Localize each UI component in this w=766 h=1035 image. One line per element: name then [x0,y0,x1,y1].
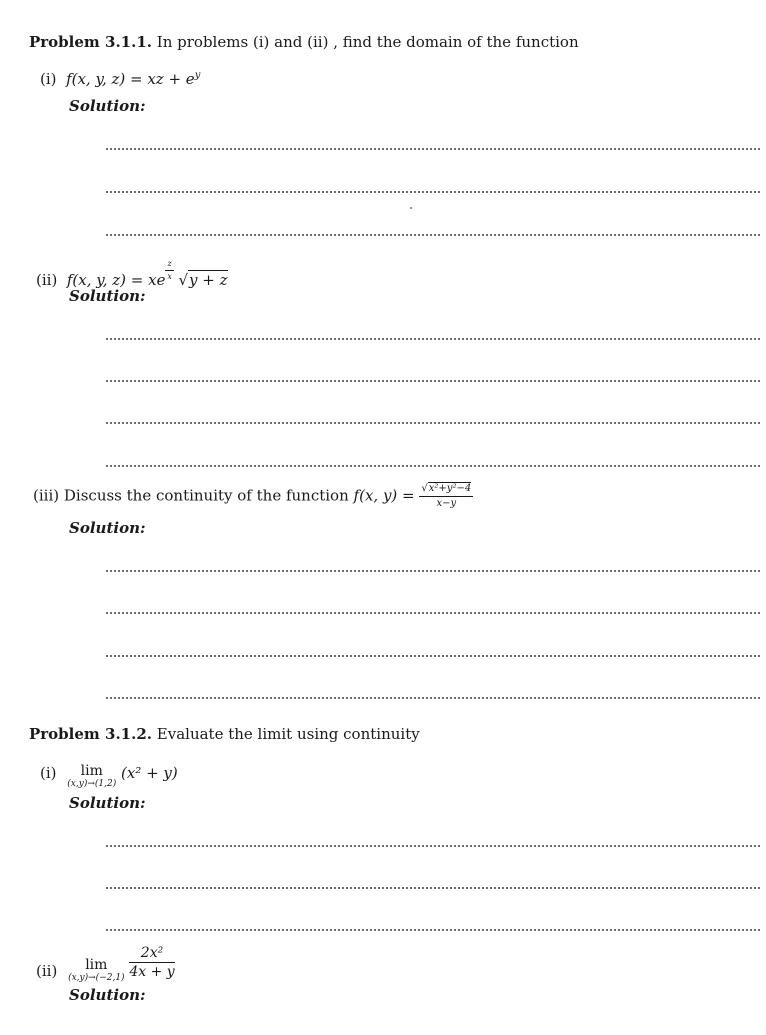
problem-text: Evaluate the limit using continuity [156,725,420,743]
answer-line [106,887,760,889]
solution-label: Solution: [69,97,146,115]
solution-label: Solution: [69,519,146,537]
limit [68,958,124,983]
answer-line [106,148,760,150]
answer-line [106,380,760,382]
answer-line [106,234,760,236]
problem-3-1-1-heading [29,33,579,51]
limit-fraction [129,946,174,979]
sqrt-argument: x²+y²−4 [428,483,472,494]
exponent-fraction [165,260,173,281]
sqrt-symbol: √ [178,271,189,289]
problem-3-1-2-item-i [40,764,178,789]
limit-expression: (x² + y) [121,764,178,782]
item-text: Discuss the continuity of the function [63,486,349,505]
answer-line [106,845,760,847]
answer-line [106,612,760,614]
problem-3-1-1-item-ii [36,260,228,289]
fraction-numerator: √x²+y²−4 [419,484,473,497]
answer-line [106,697,760,699]
problem-text: In problems (i) and (ii) , find the domain of the function [156,33,579,51]
answer-line [106,338,760,340]
item-label: (ii) [36,962,58,980]
item-function: f(x, y, z) = xz + e [66,70,195,88]
fraction-denominator: 4x + y [129,963,175,980]
problem-3-1-1-item-i [40,70,200,88]
solution-label: Solution: [69,287,146,305]
item-label: (iii) [33,486,60,505]
item-function: f(x, y, z) = xe [66,271,166,289]
limit-subscript: (x,y)→(1,2) [67,779,117,789]
problem-3-1-2-item-ii [36,944,175,983]
problem-number: Problem 3.1.1. [29,33,152,51]
answer-line [106,422,760,424]
fraction-denominator: x−y [436,498,457,509]
answer-line [106,570,760,572]
limit-subscript: (x,y)→(−2,1) [68,973,125,983]
problem-number: Problem 3.1.2. [29,725,152,743]
item-function: f(x, y) = [353,486,415,505]
limit [67,764,116,789]
sqrt-argument: y + z [189,271,228,289]
answer-line [106,465,760,467]
item-label: (ii) [36,271,58,289]
fraction-numerator: 2x² [129,946,174,963]
item-label: (i) [40,70,57,88]
limit-operator: lim [85,957,108,973]
item-label: (i) [40,764,57,782]
solution-label: Solution: [69,986,146,1004]
exponent-denominator: x [167,272,172,281]
exponent: y [194,70,201,81]
limit-operator: lim [80,763,103,779]
stray-mark [410,207,412,209]
answer-line [106,655,760,657]
problem-3-1-2-heading [29,725,420,743]
answer-line [106,929,760,931]
exponent-numerator: z [165,260,173,271]
answer-line [106,191,760,193]
problem-3-1-1-item-iii [33,484,473,509]
function-fraction [419,484,473,509]
solution-label: Solution: [69,794,146,812]
